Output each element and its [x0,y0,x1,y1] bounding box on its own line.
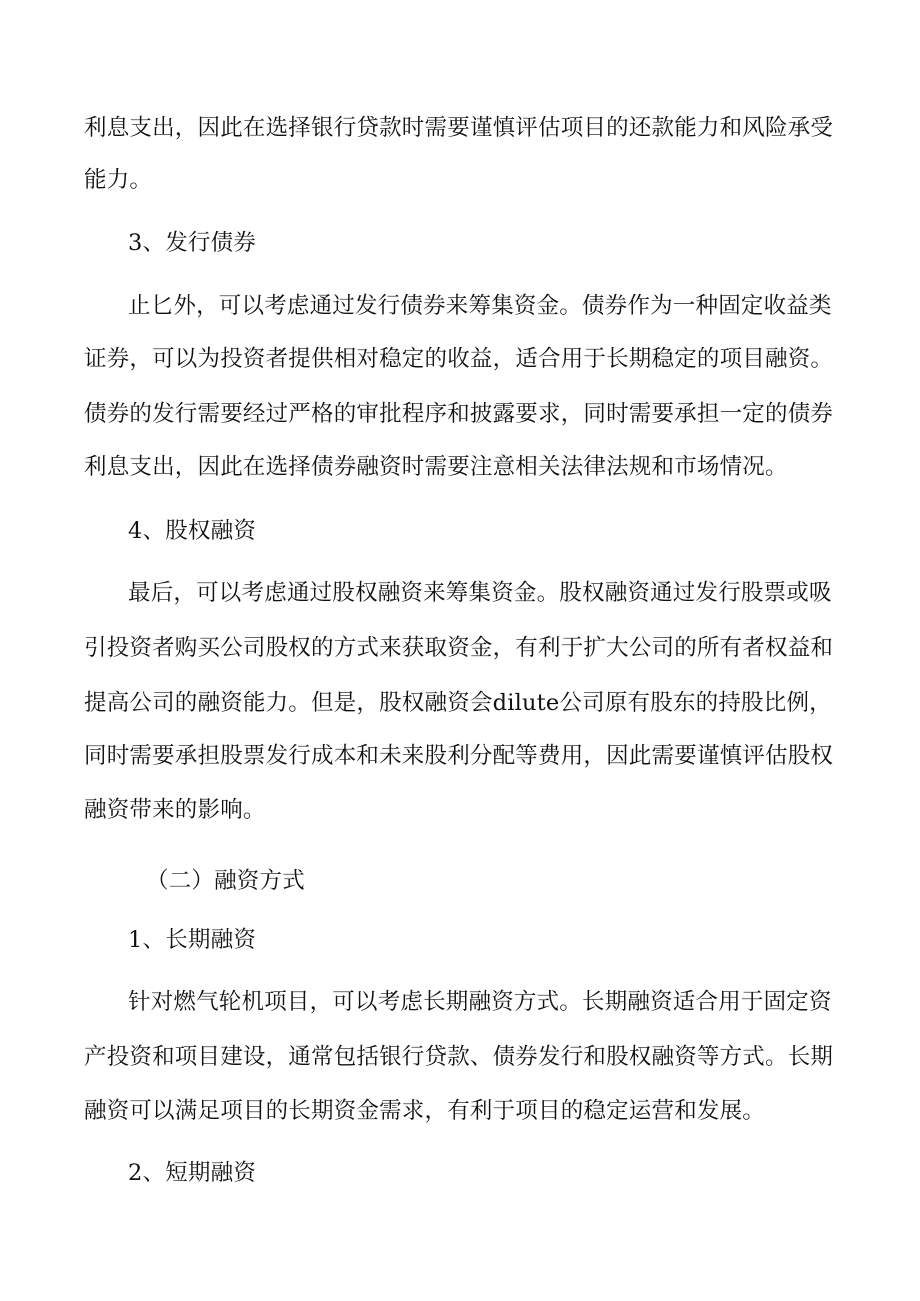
paragraph-line: 同时需要承担股票发行成本和未来股利分配等费用，因此需要谨慎评估股权 [84,743,834,769]
paragraph-line: 最后，可以考虑通过股权融资来筹集资金。股权融资通过发行股票或吸 [128,580,832,606]
paragraph-line: 提高公司的融资能力。但是，股权融资会dilute公司原有股东的持股比例， [84,690,832,716]
section-heading-equity: 4、股权融资 [128,518,257,544]
paragraph-line: 引投资者购买公司股权的方式来获取资金，有利于扩大公司的所有者权益和 [84,635,834,661]
section-heading-short-term: 2、短期融资 [128,1160,257,1186]
paragraph-line: 止匕外，可以考虑通过发行债券来筹集资金。债券作为一种固定收益类 [128,293,832,319]
section-heading-long-term: 1、长期融资 [128,927,257,953]
paragraph-line: 利息支出，因此在选择债券融资时需要注意相关法律法规和市场情况。 [84,454,788,480]
section-heading-bonds: 3、发行债券 [128,230,257,256]
paragraph-line: 能力。 [84,167,153,193]
paragraph-line: 利息支出，因此在选择银行贷款时需要谨慎评估项目的还款能力和风险承受 [84,115,834,141]
paragraph-line: 针对燃气轮机项目，可以考虑长期融资方式。长期融资适合用于固定资 [128,989,832,1015]
paragraph-line: 产投资和项目建设，通常包括银行贷款、债券发行和股权融资等方式。长期 [84,1044,834,1070]
section-heading-financing-methods: （二）融资方式 [146,868,305,894]
paragraph-line: 融资带来的影响。 [84,797,266,823]
paragraph-line: 证券，可以为投资者提供相对稳定的收益，适合用于长期稳定的项目融资。 [84,346,834,372]
paragraph-line: 融资可以满足项目的长期资金需求，有利于项目的稳定运营和发展。 [84,1098,766,1124]
paragraph-line: 债券的发行需要经过严格的审批程序和披露要求，同时需要承担一定的债券 [84,401,834,427]
